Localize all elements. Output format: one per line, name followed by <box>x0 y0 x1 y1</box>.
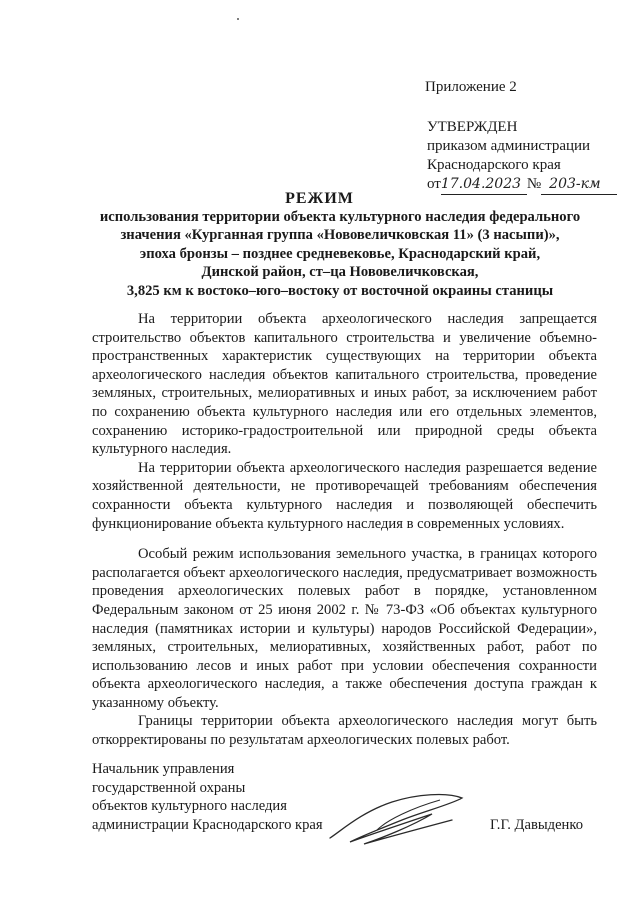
number-prefix: № <box>526 176 542 192</box>
approved-line-1: приказом администрации <box>427 138 591 154</box>
subtitle-line: значения «Курганная группа «Нововеличковская 11» (3 насыпи)», <box>120 227 560 244</box>
subtitle-line: использования территории объекта культурного наследия федерального <box>99 209 581 225</box>
paragraph-boundaries: Границы территории объекта археологического наследия могут быть откорректированы по результатам археологических полевых работ. <box>92 713 597 749</box>
date-prefix: от <box>427 176 441 192</box>
document-subtitle <box>60 208 620 300</box>
handwritten-number: 203-км <box>541 175 617 195</box>
appendix-label: Приложение 2 <box>425 79 517 95</box>
signer-position <box>92 760 323 834</box>
signer-line-1: Начальник управления <box>92 761 235 777</box>
subtitle-line: эпоха бронзы – позднее средневековье, Краснодарский край, <box>139 245 541 262</box>
signer-line-4: администрации Краснодарского края <box>92 816 323 833</box>
signer-line-2: государственной охраны <box>92 779 246 796</box>
paragraph-special-regime: Особый режим использования земельного участка, в границах которого располагается объект археологического наследия, предусматривает возможность проведения археологических полевых работ в порядке, установленном Федеральным законом от 25 июня 2002 г. № 73-ФЗ «Об объектах культурного наследия (памятниках истории и культуры) народов Российской Федерации», земляных, строительных, мелиоративных, хозяйственных работ, работ по использованию лесов и иных работ при условии обеспечения сохранности объекта археологического наследия, а также обеспечения доступа граждан к указанному объекту. <box>92 546 597 711</box>
subtitle-line: Динской район, ст–ца Нововеличковская, <box>201 264 479 281</box>
signer-line-3: объектов культурного наследия <box>92 798 287 815</box>
paragraph-permissions: На территории объекта археологического наследия разрешается ведение хозяйственной деятельности, не противоречащей требованиям обеспечения сохранности объекта культурного наследия и позволяющей обеспечить функционирование объекта культурного наследия в современных условиях. <box>92 459 597 532</box>
document-title: РЕЖИМ <box>285 190 354 207</box>
subtitle-line: 3,825 км к востоко–юго–востоку от восточной окраины станицы <box>126 282 554 299</box>
approval-block <box>427 118 617 195</box>
signer-name: Г.Г. Давыденко <box>490 817 584 833</box>
scan-speck <box>237 18 239 20</box>
document-body <box>92 310 597 750</box>
handwritten-signature <box>322 790 472 850</box>
paragraph-prohibitions: На территории объекта археологического наследия запрещается строительство объектов капитального строительства и увеличение объемно-пространственных характеристик существующих на территории объекта археологического наследия объектов капитального строительства, проведение земляных, строительных, мелиоративных и иных работ, за исключением работ по сохранению объекта культурного наследия или его отдельных элементов, сохранению историко-градостроительной или природной среды объекта культурного наследия. <box>92 311 597 458</box>
approved-title: УТВЕРЖДЕН <box>427 119 518 135</box>
approved-line-2: Краснодарского края <box>427 157 561 173</box>
handwritten-date: 17.04.2023 <box>441 175 527 195</box>
